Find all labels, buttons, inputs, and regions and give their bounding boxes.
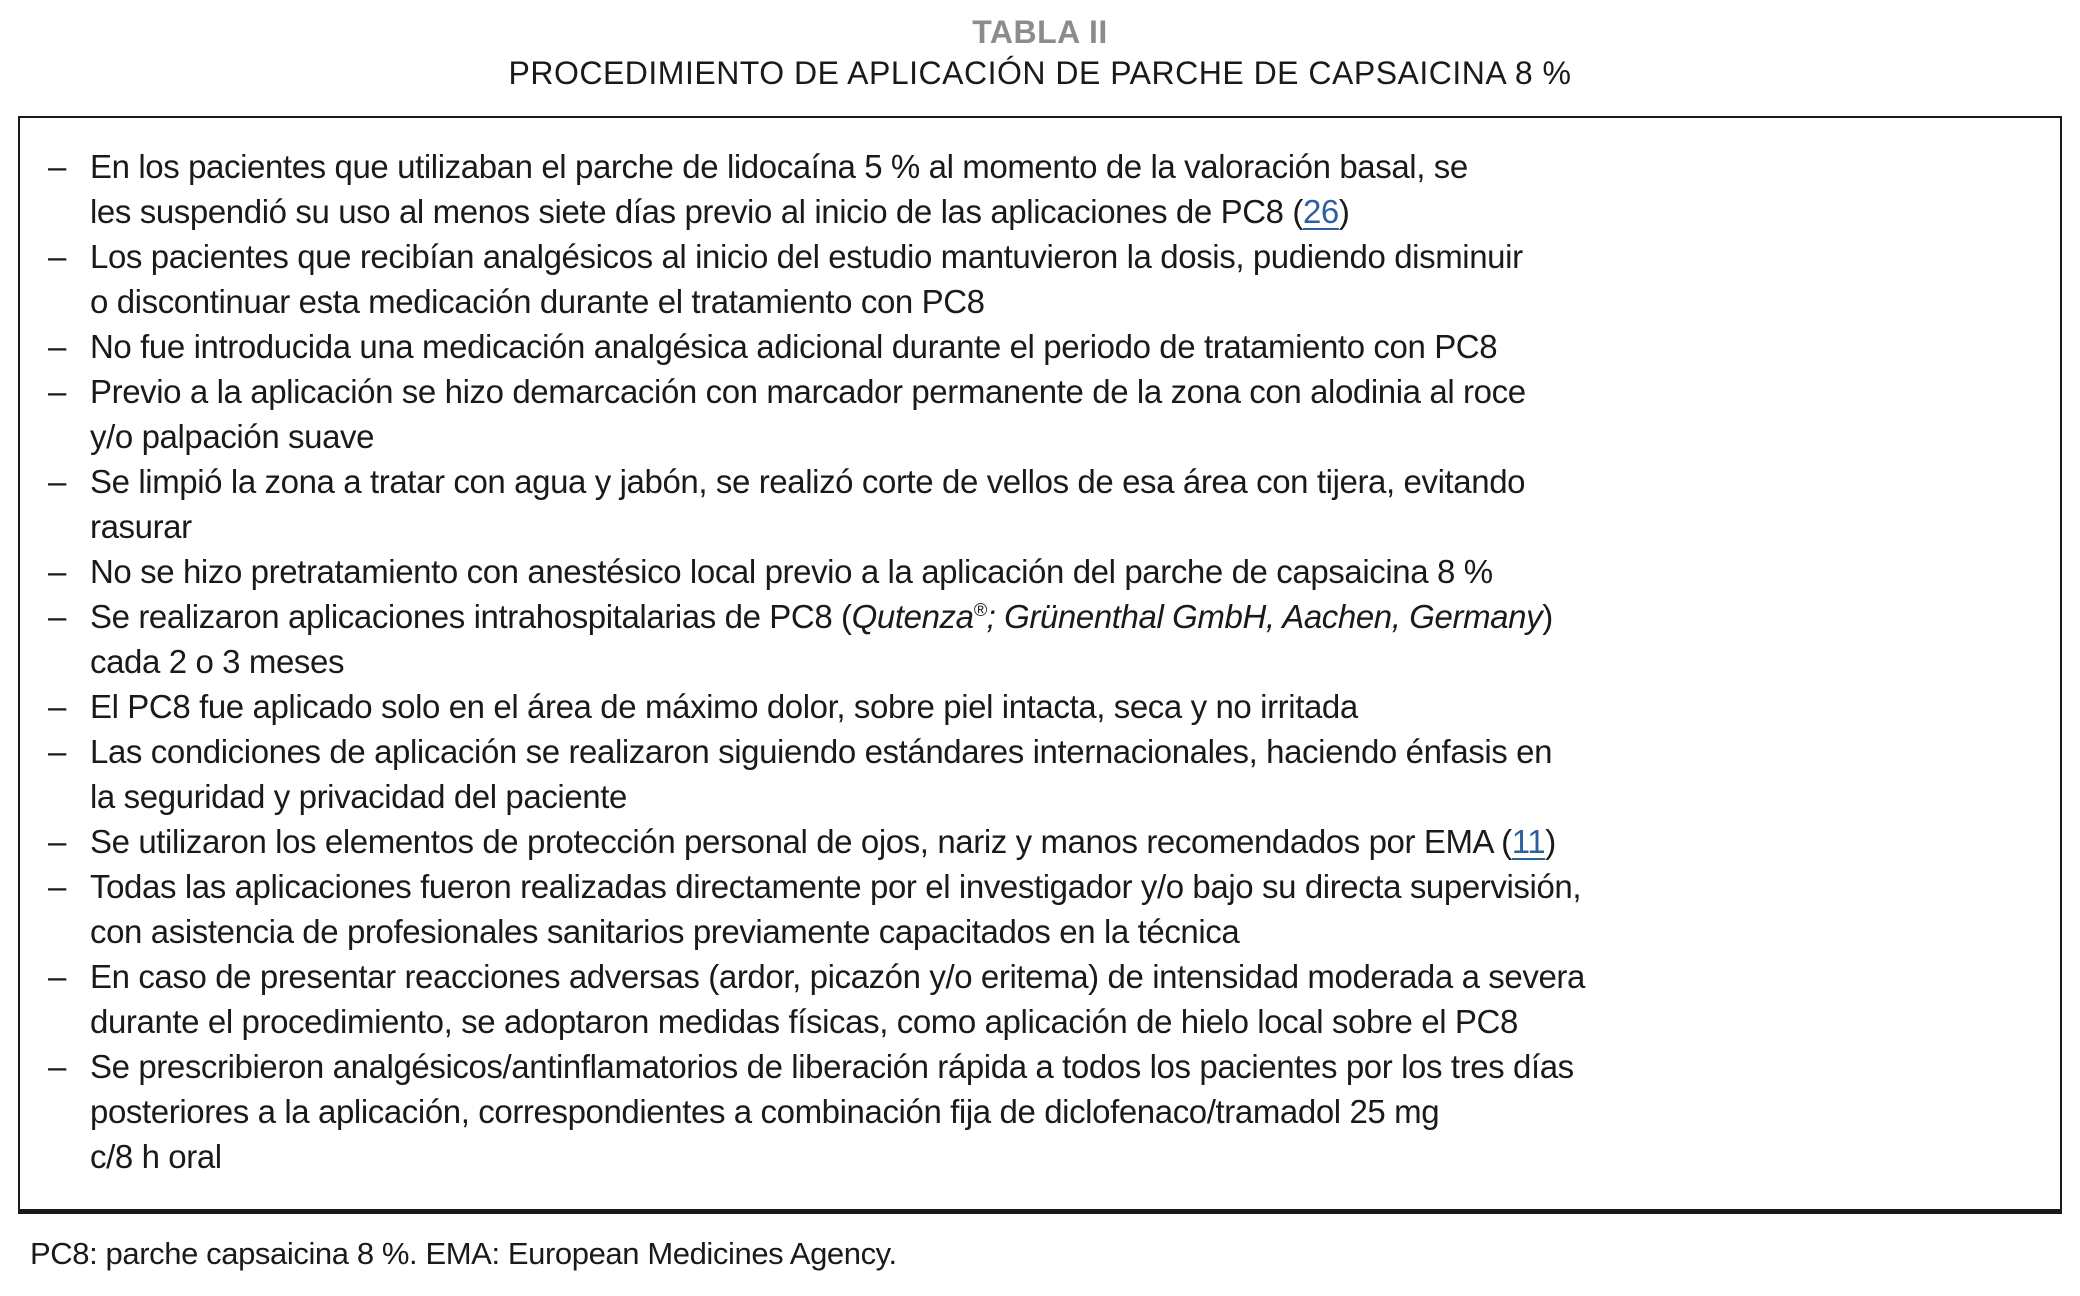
procedure-item: – Las condiciones de aplicación se realizaron siguiendo estándares internacionales, haciendo énfasis en la seguridad y privacidad del paciente <box>46 729 2030 819</box>
procedure-item: – Todas las aplicaciones fueron realizadas directamente por el investigador y/o bajo su directa supervisión, con asistencia de profesionales sanitarios previamente capacitados en la técnica <box>46 864 2030 954</box>
reference-link[interactable]: 26 <box>1302 193 1339 230</box>
reference-link[interactable]: 11 <box>1511 823 1546 860</box>
bullet-dash: – <box>48 688 66 725</box>
procedure-item: – En los pacientes que utilizaban el parche de lidocaína 5 % al momento de la valoración basal, se les suspendió su uso al menos siete días previo al inicio de las aplicaciones de PC8 (26) <box>46 144 2030 234</box>
title-block <box>0 12 2080 94</box>
bullet-dash: – <box>48 238 66 275</box>
procedure-item: – Se utilizaron los elementos de protección personal de ojos, nariz y manos recomendados por EMA (11) <box>46 819 2030 864</box>
table-label: TABLA II <box>972 14 1108 50</box>
procedure-item: – El PC8 fue aplicado solo en el área de máximo dolor, sobre piel intacta, seca y no irritada <box>46 684 2030 729</box>
italic-text: Qutenza <box>851 598 974 635</box>
italic-text: ; Grünenthal GmbH, Aachen, Germany <box>986 598 1543 635</box>
procedure-item: – Se limpió la zona a tratar con agua y jabón, se realizó corte de vellos de esa área con tijera, evitando rasurar <box>46 459 2030 549</box>
procedure-item: – No fue introducida una medicación analgésica adicional durante el periodo de tratamiento con PC8 <box>46 324 2030 369</box>
bullet-dash: – <box>48 328 66 365</box>
procedure-box <box>18 116 2062 1214</box>
procedure-item: – Se prescribieron analgésicos/antinflamatorios de liberación rápida a todos los pacientes por los tres días posteriores a la aplicación, correspondientes a combinación fija de diclofenaco/tramadol 25 mg c/8 h oral <box>46 1044 2030 1179</box>
bullet-dash: – <box>48 373 66 410</box>
bullet-dash: – <box>48 463 66 500</box>
bullet-dash: – <box>48 733 66 770</box>
procedure-item: – Previo a la aplicación se hizo demarcación con marcador permanente de la zona con alodinia al roce y/o palpación suave <box>46 369 2030 459</box>
table-title: PROCEDIMIENTO DE APLICACIÓN DE PARCHE DE CAPSAICINA 8 % <box>508 55 1572 91</box>
procedure-item: – Se realizaron aplicaciones intrahospitalarias de PC8 (Qutenza®; Grünenthal GmbH, Aachen, Germany) cada 2 o 3 meses <box>46 594 2030 684</box>
bullet-dash: – <box>48 1048 66 1085</box>
bullet-dash: – <box>48 148 66 185</box>
bullet-dash: – <box>48 958 66 995</box>
bullet-dash: – <box>48 598 66 635</box>
registered-trademark-symbol: ® <box>973 600 987 620</box>
procedure-item: – En caso de presentar reacciones adversas (ardor, picazón y/o eritema) de intensidad moderada a severa durante el procedimiento, se adoptaron medidas físicas, como aplicación de hielo local sobre el PC8 <box>46 954 2030 1044</box>
procedure-list <box>46 144 2030 1179</box>
procedure-item: – Los pacientes que recibían analgésicos al inicio del estudio mantuvieron la dosis, pudiendo disminuir o discontinuar esta medicación durante el tratamiento con PC8 <box>46 234 2030 324</box>
bullet-dash: – <box>48 823 66 860</box>
bullet-dash: – <box>48 868 66 905</box>
procedure-item: – No se hizo pretratamiento con anestésico local previo a la aplicación del parche de capsaicina 8 % <box>46 549 2030 594</box>
table-footnote: PC8: parche capsaicina 8 %. EMA: European Medicines Agency. <box>30 1236 897 1271</box>
bullet-dash: – <box>48 553 66 590</box>
